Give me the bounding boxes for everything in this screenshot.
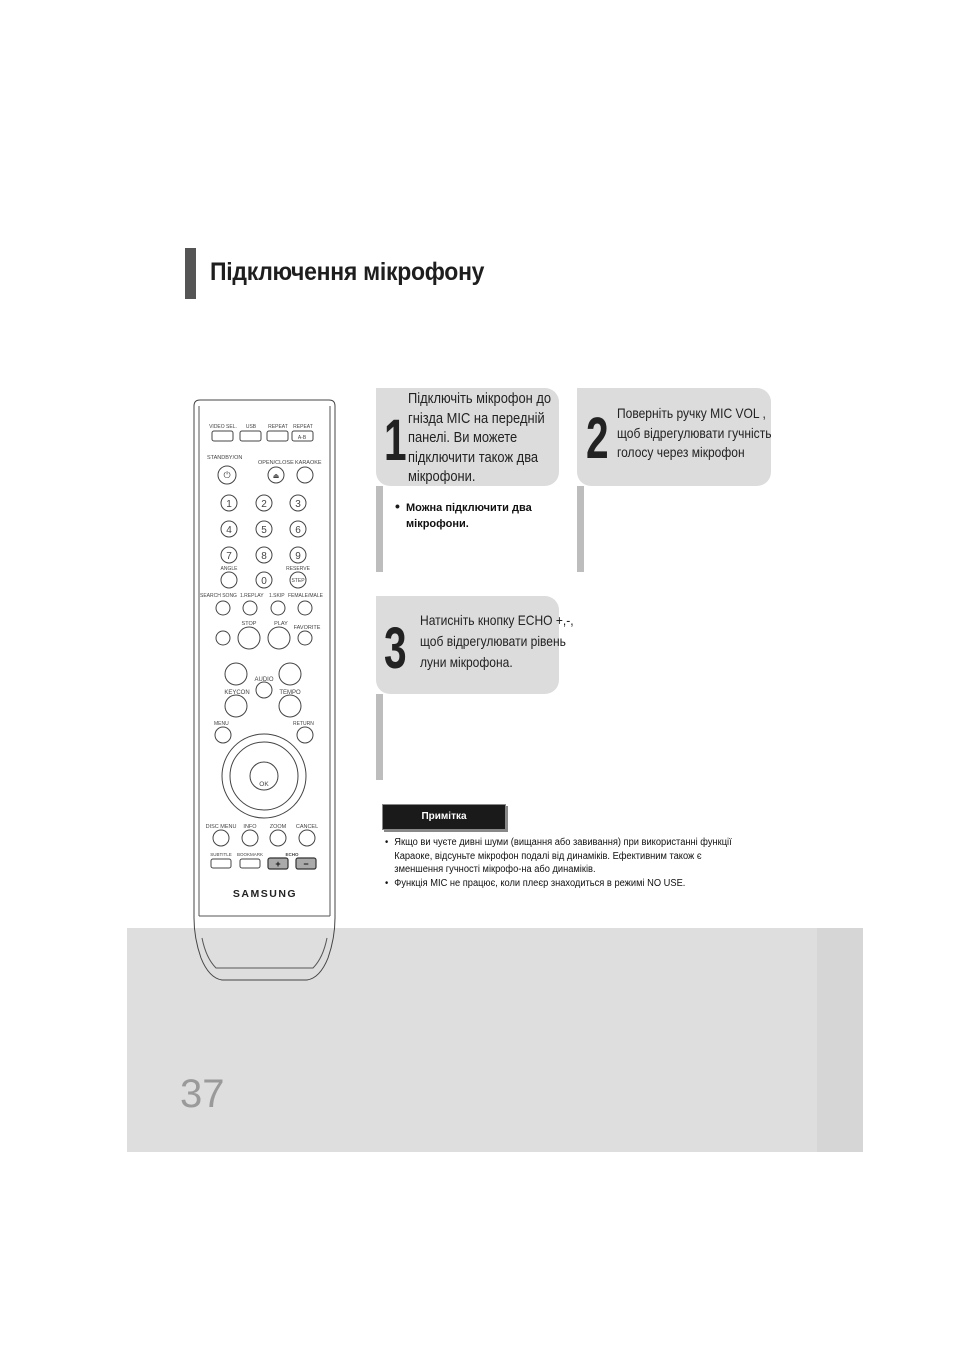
note-item <box>385 877 757 891</box>
step-3-line-3: луни мікрофона. <box>420 654 513 670</box>
hint-line-2: мікрофони. <box>406 518 469 530</box>
hint-line-1: Можна підключити два <box>406 502 532 514</box>
note-list <box>385 836 785 890</box>
bottom-band-edge <box>817 928 863 1152</box>
step-3-line-2: щоб відрегулювати рівень <box>420 633 566 649</box>
note-1-line-2: Караоке, відсуньте мікрофон подалі від динаміків. Ефективним також є <box>394 850 702 862</box>
step-1-line <box>376 486 383 572</box>
remote-play-label: PLAY <box>274 621 288 627</box>
step-3-line-1: Натисніть кнопку ECHO +,-, <box>420 612 574 628</box>
remote-digit-7: 7 <box>226 551 232 562</box>
remote-digit-4: 4 <box>226 525 232 536</box>
note-1-line-3: зменшення гучності мікрофо-на або динаміків. <box>394 864 596 875</box>
step-1-line-2: гнізда MIC на передній <box>408 409 545 427</box>
remote-repeat-ab-label: REPEAT <box>293 424 313 430</box>
note-item <box>385 836 757 877</box>
step-2-text <box>617 404 772 463</box>
remote-echo-label: ECHO <box>285 852 299 857</box>
remote-karaoke-label: KARAOKE <box>295 460 322 466</box>
remote-video-sel-button <box>212 431 233 441</box>
page-title: Підключення мікрофону <box>210 258 485 286</box>
remote-menu-label: MENU <box>214 721 229 727</box>
step-2-line-3: голосу через мікрофон <box>617 444 745 460</box>
remote-echo-plus-glyph: + <box>275 859 281 869</box>
step-1-line-1: Підключіть мікрофон до <box>408 390 552 407</box>
remote-digit-9: 9 <box>295 551 301 562</box>
remote-tempo-label: TEMPO <box>279 690 301 696</box>
remote-echo-minus-glyph: − <box>303 859 309 869</box>
note-label: Примітка <box>382 804 506 830</box>
remote-bookmark-label: BOOKMARK <box>236 852 264 857</box>
remote-audio-label: AUDIO <box>254 677 274 683</box>
remote-keycon-label: KEYCON <box>224 690 250 696</box>
remote-return-label: RETURN <box>293 721 314 727</box>
remote-subtitle-label: SUBTITLE <box>210 852 232 857</box>
step-3-number: 3 <box>384 616 407 681</box>
step-2-number: 2 <box>586 406 609 471</box>
hint-text <box>397 500 567 532</box>
remote-replay-label: 1.REPLAY <box>240 593 264 599</box>
remote-stop-label: STOP <box>241 621 257 627</box>
remote-digit-8: 8 <box>261 551 267 562</box>
remote-brand: SAMSUNG <box>232 888 298 900</box>
step-1-line-5: мікрофони. <box>408 468 476 485</box>
remote-usb-button <box>240 431 261 441</box>
step-1-number: 1 <box>384 408 407 473</box>
note-bullet: • <box>385 877 389 889</box>
step-2-line <box>577 486 584 572</box>
remote-repeat-ab-sub: A-B <box>297 435 307 441</box>
remote-ok-label: OK <box>259 781 269 788</box>
title-accent-bar <box>185 248 196 299</box>
remote-reserve-label: RESERVE <box>286 566 310 572</box>
svg-text:⏻: ⏻ <box>223 470 231 480</box>
svg-text:⏏: ⏏ <box>272 473 280 480</box>
hint-bullet: • <box>395 498 400 514</box>
remote-disc-menu-label: DISC MENU <box>205 824 237 830</box>
remote-open-close-label: OPEN/CLOSE <box>258 460 294 466</box>
remote-karaoke-button <box>297 467 313 483</box>
note-2-line-1: Функція MIC не працює, коли плеєр знаходиться в режимі NO USE. <box>394 877 686 889</box>
step-1-line-3: панелі. Ви можете <box>408 429 518 446</box>
page-number: 37 <box>180 1072 225 1116</box>
remote-repeat-button <box>267 431 288 441</box>
remote-search-song-label: SEARCH SONG <box>200 593 237 599</box>
note-1-line-1: Якщо ви чуєте дивні шуми (вищання або завивання) при використанні функції <box>394 837 732 848</box>
step-3-line <box>376 694 383 780</box>
remote-video-sel-label: VIDEO SEL. <box>209 424 237 430</box>
remote-zoom-label: ZOOM <box>269 824 287 830</box>
remote-digit-1: 1 <box>226 499 232 510</box>
remote-favorite-label: FAVORITE <box>293 625 321 631</box>
remote-digit-0: 0 <box>261 576 267 587</box>
remote-step-label: STEP <box>291 578 305 584</box>
step-1-text <box>408 389 551 487</box>
step-3-text <box>420 610 574 673</box>
remote-control-illustration <box>192 398 337 983</box>
remote-standby-label: STANDBY/ON <box>207 455 243 461</box>
remote-usb-label: USB <box>245 424 257 430</box>
remote-info-label: INFO <box>243 824 257 830</box>
remote-digit-6: 6 <box>295 525 301 536</box>
step-2-line-2: щоб відрегулювати гучність <box>617 424 772 441</box>
remote-digit-5: 5 <box>261 525 267 536</box>
remote-digit-3: 3 <box>295 499 301 510</box>
note-bullet: • <box>385 837 389 848</box>
remote-angle-label: ANGLE <box>220 566 238 572</box>
remote-female-male-label: FEMALE/MALE <box>288 593 324 599</box>
remote-digit-2: 2 <box>261 499 267 510</box>
step-1-line-4: підключити також два <box>408 448 539 466</box>
remote-cancel-label: CANCEL <box>295 824 319 830</box>
remote-skip-label: 1.SKIP <box>269 593 285 599</box>
remote-repeat-label: REPEAT <box>268 424 288 430</box>
step-2-line-1: Поверніть ручку MIC VOL , <box>617 405 766 421</box>
